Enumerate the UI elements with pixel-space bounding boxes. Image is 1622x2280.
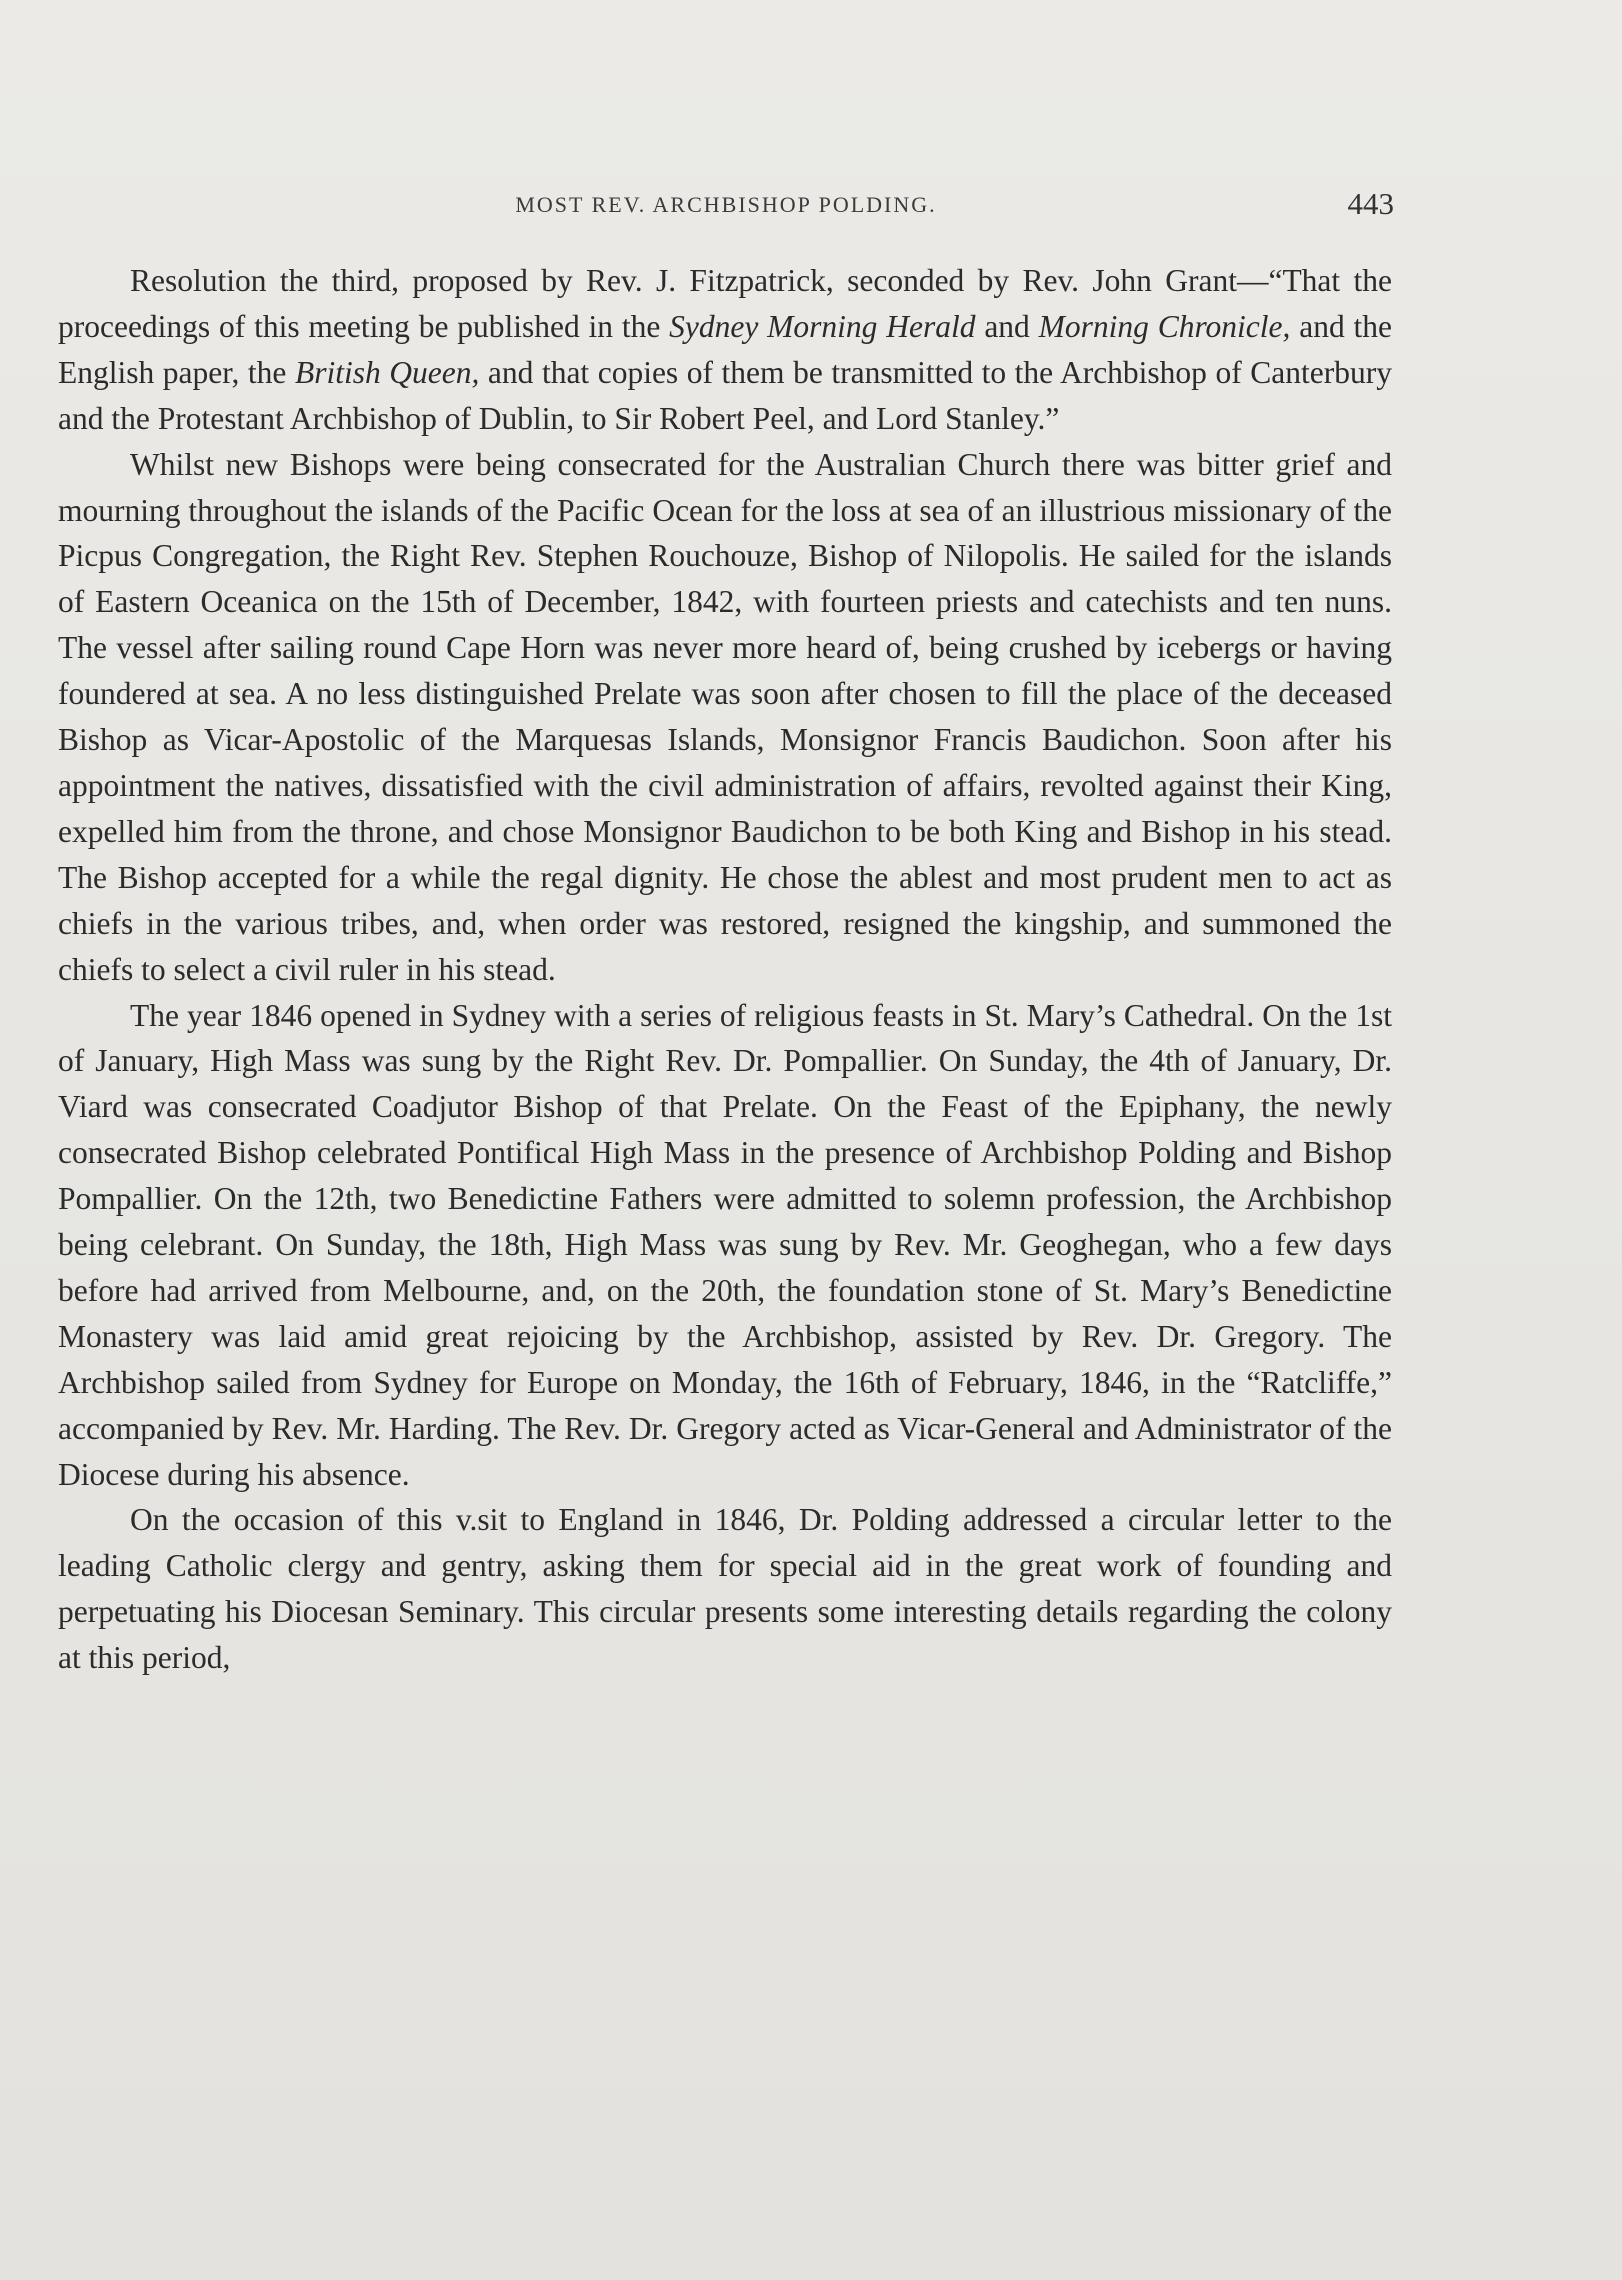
text-run: and the English paper, the <box>58 308 1392 390</box>
text-run: Resolution the third, proposed by Rev. J. Fitzpatrick, seconded by Rev. John Grant—“That the proceedings of this meeting be published in the <box>58 263 1392 344</box>
running-title: MOST REV. ARCHBISHOP POLDING. <box>515 192 937 217</box>
body-text <box>58 258 1392 1681</box>
italic-newspaper-title: Sydney Morning Herald <box>669 308 976 344</box>
italic-newspaper-title: Morning Chronicle, <box>1038 308 1291 344</box>
paragraph-bishops: Whilst new Bishops were being consecrated for the Australian Church there was bitter grief and mourning throughout the islands of the Pacific Ocean for the loss at sea of an illustrious missionary of the Picpus Congregation, the Right Rev. Stephen Rouchouze, Bishop of Nilopolis. He sailed for the islands of Eastern Oceanica on the 15th of December, 1842, with fourteen priests and catechists and ten nuns. The vessel after sailing round Cape Horn was never more heard of, being crushed by icebergs or having foundered at sea. A no less distinguished Prelate was soon after chosen to fill the place of the deceased Bishop as Vicar-Apostolic of the Marquesas Islands, Monsignor Francis Baudichon. Soon after his appointment the natives, dissatisfied with the civil administration of affairs, revolted against their King, expelled him from the throne, and chose Monsignor Baudichon to be both King and Bishop in his stead. The Bishop accepted for a while the regal dignity. He chose the ablest and most prudent men to act as chiefs in the various tribes, and, when order was restored, resigned the kingship, and summoned the chiefs to select a civil ruler in his stead. <box>58 446 1392 987</box>
paragraph-resolution <box>58 258 1392 442</box>
italic-newspaper-title: British Queen, <box>294 354 480 390</box>
paragraph-year-1846: The year 1846 opened in Sydney with a series of religious feasts in St. Mary’s Cathedral. On the 1st of January, High Mass was sung by the Right Rev. Dr. Pompallier. On Sunday, the 4th of January, Dr. Viard was consecrated Coadjutor Bishop of that Prelate. On the Feast of the Epiphany, the newly consecrated Bishop celebrated Pontifical High Mass in the presence of Archbishop Polding and Bishop Pompallier. On the 12th, two Benedictine Fathers were admitted to solemn profession, the Archbishop being celebrant. On Sunday, the 18th, High Mass was sung by Rev. Mr. Geoghegan, who a few days before had arrived from Melbourne, and, on the 20th, the foundation stone of St. Mary’s Benedictine Monastery was laid amid great rejoicing by the Archbishop, assisted by Rev. Dr. Gregory. The Archbishop sailed from Sydney for Europe on Monday, the 16th of February, 1846, in the “Ratcliffe,” accompanied by Rev. Mr. Harding. The Rev. Dr. Gregory acted as Vicar-General and Administrator of the Diocese during his absence. <box>58 997 1392 1492</box>
page-number: 443 <box>1347 186 1394 221</box>
text-run: and that copies of them be transmitted to the Archbishop of Canterbury and the Protestant Archbishop of Dublin, to Sir Robert Peel, and Lord Stanley.” <box>58 354 1392 436</box>
paragraph-circular-letter: On the occasion of this v.sit to England in 1846, Dr. Polding addressed a circular letter to the leading Catholic clergy and gentry, asking them for special aid in the great work of founding and perpetuating his Diocesan Seminary. This circular presents some interesting details regarding the colony at this period, <box>58 1502 1392 1676</box>
text-run: and <box>975 308 1039 344</box>
running-head <box>58 186 1394 226</box>
